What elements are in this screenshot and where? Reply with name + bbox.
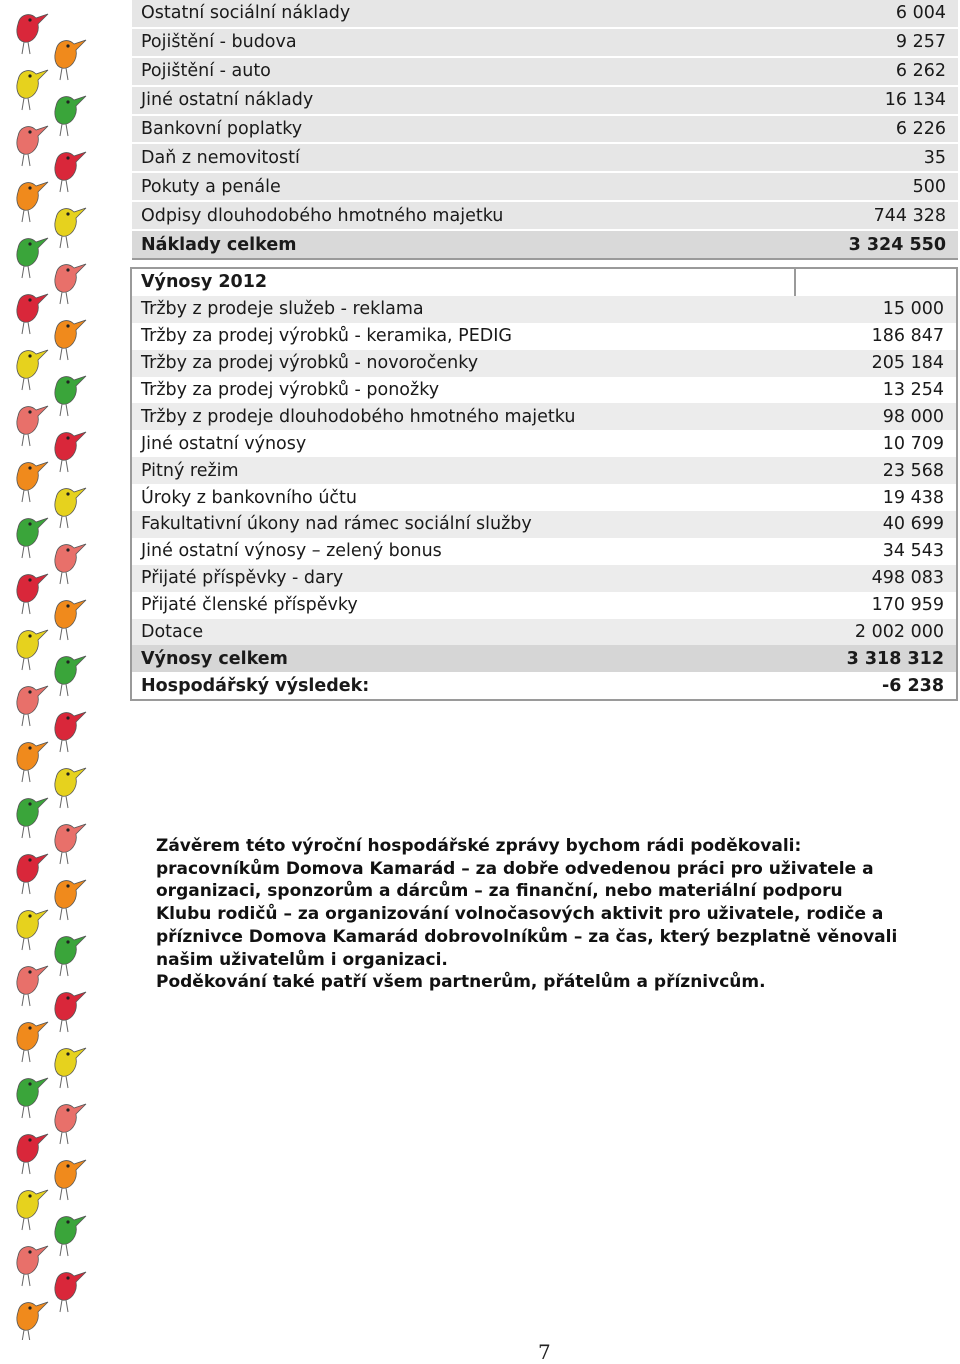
bird-icon xyxy=(55,824,86,864)
closing-line: organizaci, sponzorům a dárcům – za finanční, nebo materiální podporu xyxy=(156,881,843,902)
bird-icon xyxy=(55,320,86,360)
row-value: 23 568 xyxy=(794,457,956,484)
row-label: Výnosy celkem xyxy=(132,645,794,672)
row-value: -6 238 xyxy=(794,672,956,699)
row-value: 98 000 xyxy=(794,403,956,430)
bird-icon xyxy=(17,910,48,950)
row-value: 6 226 xyxy=(797,114,958,143)
closing-line: našim uživatelům i organizaci. xyxy=(156,949,448,970)
row-value: 9 257 xyxy=(797,27,958,56)
income-row xyxy=(132,377,956,404)
bird-icon xyxy=(55,1104,86,1144)
income-row xyxy=(132,323,956,350)
bird-border xyxy=(0,0,92,1340)
cost-row xyxy=(132,0,958,27)
bird-icon xyxy=(17,630,48,670)
bird-icon xyxy=(55,768,86,808)
cost-row xyxy=(132,85,958,114)
income-row xyxy=(132,619,956,646)
bird-icon xyxy=(17,1134,48,1174)
income-row xyxy=(132,538,956,565)
cost-row xyxy=(132,171,958,200)
row-value: 3 318 312 xyxy=(794,645,956,672)
row-label: Ostatní sociální náklady xyxy=(132,0,797,27)
cost-row xyxy=(132,27,958,56)
row-label: Tržby za prodej výrobků - novoročenky xyxy=(132,350,794,377)
row-value: 15 000 xyxy=(794,296,956,323)
income-title: Výnosy 2012 xyxy=(132,269,794,296)
bird-icon xyxy=(17,462,48,502)
row-label: Náklady celkem xyxy=(132,229,797,258)
row-value: 16 134 xyxy=(797,85,958,114)
row-value: 34 543 xyxy=(794,538,956,565)
bird-icon xyxy=(17,742,48,782)
row-label: Jiné ostatní výnosy – zelený bonus xyxy=(132,538,794,565)
income-row xyxy=(132,592,956,619)
bird-icon xyxy=(55,1272,86,1312)
row-label: Fakultativní úkony nad rámec sociální služby xyxy=(132,511,794,538)
row-value: 40 699 xyxy=(794,511,956,538)
bird-icon xyxy=(17,70,48,110)
income-row xyxy=(132,430,956,457)
bird-icon xyxy=(17,126,48,166)
bird-icon xyxy=(55,432,86,472)
row-label: Tržby za prodej výrobků - keramika, PEDIG xyxy=(132,323,794,350)
row-label: Hospodářský výsledek: xyxy=(132,672,794,699)
bird-icon xyxy=(55,712,86,752)
row-label: Odpisy dlouhodobého hmotného majetku xyxy=(132,200,797,229)
row-label: Tržby z prodeje dlouhodobého hmotného majetku xyxy=(132,403,794,430)
row-label: Dotace xyxy=(132,619,794,646)
income-total-row xyxy=(132,645,956,672)
bird-icon xyxy=(55,936,86,976)
row-label: Přijaté členské příspěvky xyxy=(132,592,794,619)
row-label: Bankovní poplatky xyxy=(132,114,797,143)
bird-icon xyxy=(55,600,86,640)
cost-row xyxy=(132,200,958,229)
bird-icon xyxy=(17,1022,48,1062)
bird-icon xyxy=(17,1078,48,1118)
result-row xyxy=(132,672,956,699)
row-label: Jiné ostatní náklady xyxy=(132,85,797,114)
bird-icon xyxy=(17,798,48,838)
bird-icon xyxy=(55,656,86,696)
row-value: 744 328 xyxy=(797,200,958,229)
bird-icon xyxy=(17,966,48,1006)
bird-icon xyxy=(55,264,86,304)
row-value: 10 709 xyxy=(794,430,956,457)
bird-icon xyxy=(17,406,48,446)
bird-icon xyxy=(17,238,48,278)
row-value: 500 xyxy=(797,171,958,200)
row-label: Jiné ostatní výnosy xyxy=(132,430,794,457)
bird-icon xyxy=(17,1246,48,1286)
bird-icon xyxy=(17,14,48,54)
income-row xyxy=(132,457,956,484)
closing-line: Klubu rodičů – za organizování volnočasových aktivit pro uživatele, rodiče a xyxy=(156,904,884,925)
bird-icon xyxy=(55,376,86,416)
closing-line: příznivce Domova Kamarád dobrovolníkům – za čas, který bezplatně věnovali xyxy=(156,926,898,947)
bird-icon xyxy=(17,1302,48,1340)
income-table xyxy=(130,267,958,701)
bird-icon xyxy=(17,686,48,726)
cost-total-row xyxy=(132,229,958,258)
income-title-value xyxy=(794,269,956,296)
row-value: 6 004 xyxy=(797,0,958,27)
bird-icon xyxy=(17,182,48,222)
bird-icon xyxy=(55,488,86,528)
row-label: Pojištění - auto xyxy=(132,56,797,85)
closing-line: Závěrem této výroční hospodářské zprávy bychom rádi poděkovali: xyxy=(156,836,802,856)
bird-icon xyxy=(17,350,48,390)
row-value: 13 254 xyxy=(794,377,956,404)
row-value: 3 324 550 xyxy=(797,229,958,258)
page-number: 7 xyxy=(538,1340,551,1364)
row-label: Pitný režim xyxy=(132,457,794,484)
row-label: Pokuty a penále xyxy=(132,171,797,200)
row-label: Tržby za prodej výrobků - ponožky xyxy=(132,377,794,404)
row-value: 170 959 xyxy=(794,592,956,619)
bird-icon xyxy=(55,1216,86,1256)
row-label: Daň z nemovitostí xyxy=(132,142,797,171)
row-value: 6 262 xyxy=(797,56,958,85)
bird-icon xyxy=(55,1048,86,1088)
row-value: 186 847 xyxy=(794,323,956,350)
row-label: Pojištění - budova xyxy=(132,27,797,56)
row-value: 19 438 xyxy=(794,484,956,511)
cost-row xyxy=(132,142,958,171)
income-row xyxy=(132,403,956,430)
income-row xyxy=(132,511,956,538)
bird-icon xyxy=(17,294,48,334)
bird-icon xyxy=(17,518,48,558)
bird-icon xyxy=(55,992,86,1032)
cost-row xyxy=(132,114,958,143)
bird-icon xyxy=(55,544,86,584)
closing-line: pracovníkům Domova Kamarád – za dobře odvedenou práci pro uživatele a xyxy=(156,858,874,879)
row-value: 498 083 xyxy=(794,565,956,592)
bird-icon xyxy=(55,96,86,136)
bird-icon xyxy=(17,854,48,894)
row-label: Tržby z prodeje služeb - reklama xyxy=(132,296,794,323)
row-value: 35 xyxy=(797,142,958,171)
row-label: Přijaté příspěvky - dary xyxy=(132,565,794,592)
income-row xyxy=(132,296,956,323)
bird-icon xyxy=(55,152,86,192)
closing-line: Poděkování také patří všem partnerům, přátelům a příznivcům. xyxy=(156,972,766,993)
bird-icon xyxy=(55,1160,86,1200)
row-value: 2 002 000 xyxy=(794,619,956,646)
row-label: Úroky z bankovního účtu xyxy=(132,484,794,511)
costs-table xyxy=(132,0,958,260)
bird-icon xyxy=(55,40,86,80)
income-title-row xyxy=(132,269,956,296)
closing-text xyxy=(156,835,916,994)
income-row xyxy=(132,484,956,511)
bird-icon xyxy=(17,574,48,614)
bird-icon xyxy=(55,880,86,920)
cost-row xyxy=(132,56,958,85)
row-value: 205 184 xyxy=(794,350,956,377)
income-row xyxy=(132,565,956,592)
bird-icon xyxy=(55,208,86,248)
bird-icon xyxy=(17,1190,48,1230)
income-row xyxy=(132,350,956,377)
